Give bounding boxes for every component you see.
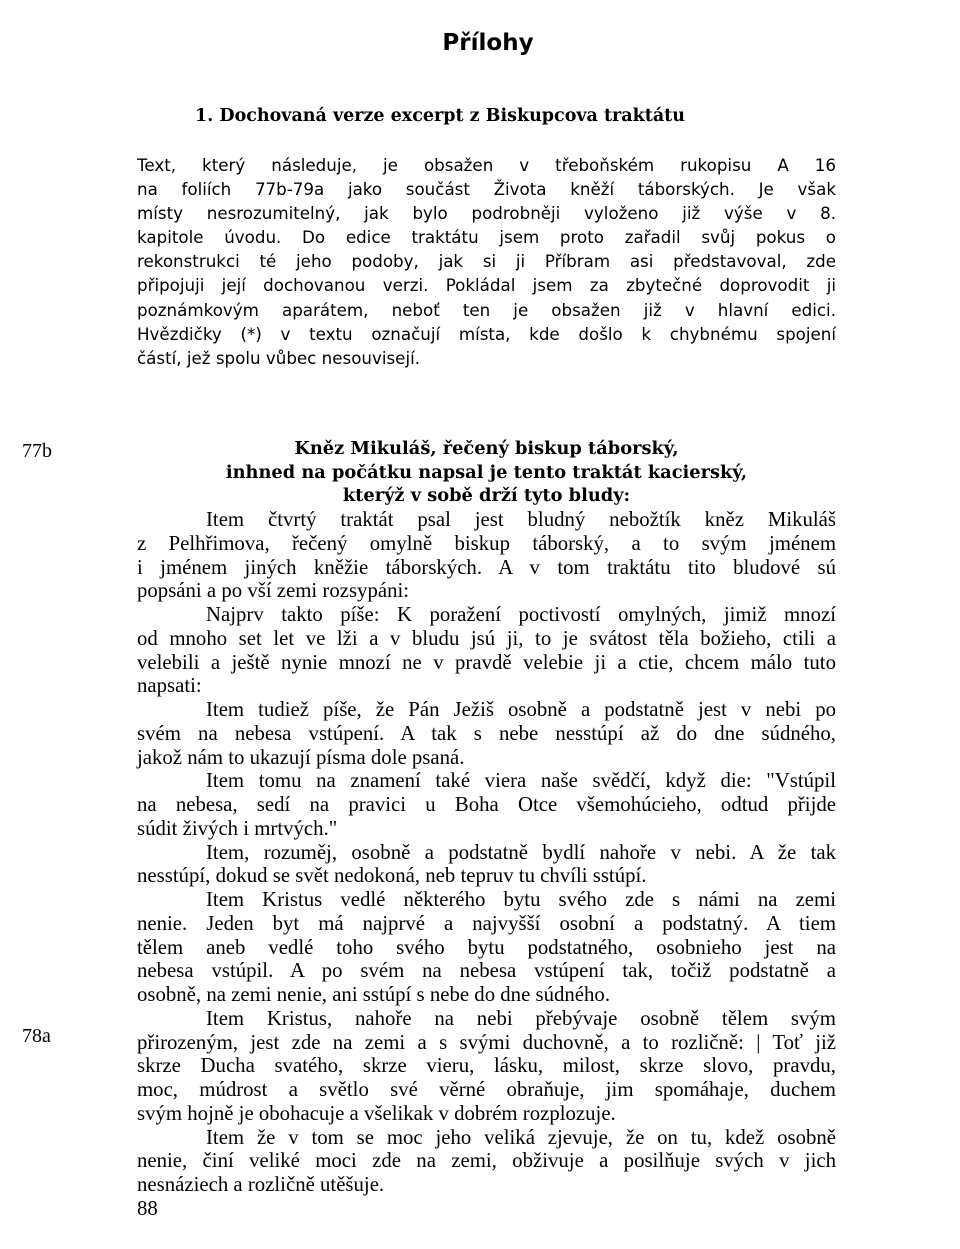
intro-line: na foliích 77b-79a jako součást Života kněží táborských. Je však: [137, 179, 836, 200]
body-line: napsati:: [137, 674, 202, 698]
body-line: nesnáziech a rozličně utěšuje.: [137, 1173, 385, 1196]
intro-line: rekonstrukci té jeho podoby, jak si ji Příbram asi představoval, zde: [137, 251, 836, 272]
body-line: nesstúpí, dokud se svět nedokoná, neb tepruv tu chvíli sstúpí.: [137, 864, 647, 888]
intro-line: kapitole úvodu. Do edice traktátu jsem proto zařadil svůj pokus o: [137, 227, 836, 248]
intro-line: poznámkovým aparátem, neboť ten je obsažen již v hlavní edici.: [137, 299, 836, 320]
body-line: osobně, na zemi nenie, ani sstúpí s nebe do dne súdného.: [137, 983, 611, 1006]
body-line: súdit živých i mrtvých.": [137, 816, 338, 840]
intro-line: Hvězdičky (*) v textu označují místa, kde došlo k chybnému spojení: [137, 323, 836, 344]
body-line: moc, múdrost a světlo své věrné obraňuje, jim spomáhaje, duchem: [137, 1078, 836, 1101]
body-line: Item, rozuměj, osobně a podstatně bydlí nahoře v nebi. A že tak: [206, 840, 836, 864]
folio-marker-77b: 77b: [22, 440, 52, 462]
body-line: Item Kristus, nahoře na nebi přebývaje osobně tělem svým: [206, 1006, 836, 1030]
body-line: popsáni a po vší zemi rozsypáni:: [137, 579, 410, 603]
section-heading: 1. Dochovaná verze excerpt z Biskupcova traktátu: [195, 106, 685, 126]
body-line: jakož nám to ukazují písma dole psaná.: [137, 745, 465, 769]
tract-title-line: inhned na počátku napsal je tento traktát kacierský,: [225, 461, 748, 483]
intro-line: připojuji její dochovanou verzi. Pokládal jsem za zbytečné doprovodit ji: [137, 275, 836, 296]
tract-title-line: kterýž v sobě drží tyto bludy:: [342, 485, 631, 506]
intro-line: místy nesrozumitelný, jak bylo podrobněji vyloženo již výše v 8.: [137, 203, 836, 224]
page-number: 88: [137, 1197, 158, 1220]
body-line: Item Kristus vedlé některého bytu svého zde s námi na zemi: [206, 888, 836, 911]
page-header: Přílohy: [442, 30, 534, 56]
intro-line: Text, který následuje, je obsažen v třeboňském rukopisu A 16: [137, 155, 836, 175]
body-line: od mnoho set let ve lži a v bludu jsú ji, to je svátost těla božieho, ctili a: [137, 626, 836, 650]
body-line: Item tomu na znamení také viera naše svědčí, když die: "Vstúpil: [206, 769, 836, 793]
body-line: i jménem jiných kněžie táborských. A v tom traktátu tito bludové sú: [137, 555, 836, 579]
body-line: svém na nebesa vstúpení. A tak s nebe nesstúpí až do dne súdného,: [137, 721, 836, 745]
body-line: Najprv takto píše: K poražení poctivostí omylných, jimiž mnozí: [206, 603, 836, 626]
body-line: Item čtvrtý traktát psal jest bludný nebožtík kněz Mikuláš: [206, 508, 836, 531]
body-line: na nebesa, sedí na pravici u Boha Otce všemohúcieho, odtud přijde: [137, 793, 836, 816]
intro-line: částí, jež spolu vůbec nesouvisejí.: [137, 347, 421, 368]
body-line: přirozeným, jest zde na zemi a s svými duchovně, a to rozličně: | Toť již: [137, 1030, 836, 1054]
body-line: nenie. Jeden byt má najprvé a najvyšší osobní a podstatný. A tiem: [137, 911, 836, 935]
body-line: nenie, činí veliké moci zde na zemi, obživuje a posilňuje svých v jich: [137, 1149, 836, 1173]
tract-title: [137, 437, 836, 508]
body-line: Item že v tom se moc jeho veliká zjevuje, že on tu, kdež osobně: [206, 1125, 836, 1149]
folio-marker-78a: 78a: [22, 1025, 51, 1047]
body-line: tělem aneb vedlé toho svého bytu podstatného, osobnieho jest na: [137, 935, 836, 959]
body-line: velebili a ještě nynie mnozí ne v pravdě velebie ji a ctie, chcem málo tuto: [137, 650, 836, 674]
body-line: nebesa vstúpil. A po svém na nebesa vstúpení tak, točiž podstatně a: [137, 959, 836, 983]
body-line: z Pelhřimova, řečený omylně biskup táborský, a to svým jménem: [137, 531, 836, 555]
body-line: Item tudiež píše, že Pán Ježiš osobně a podstatně jest v nebi po: [206, 698, 836, 721]
body-line: svým hojně je obohacuje a všelikak v dobrém rozplozuje.: [137, 1101, 616, 1125]
tract-body: [137, 508, 836, 1197]
intro-paragraph: [137, 153, 836, 370]
body-line: skrze Ducha svatého, skrze vieru, lásku, milost, skrze slovo, pravdu,: [137, 1054, 836, 1078]
tract-title-line: Kněz Mikuláš, řečený biskup táborský,: [294, 438, 679, 459]
